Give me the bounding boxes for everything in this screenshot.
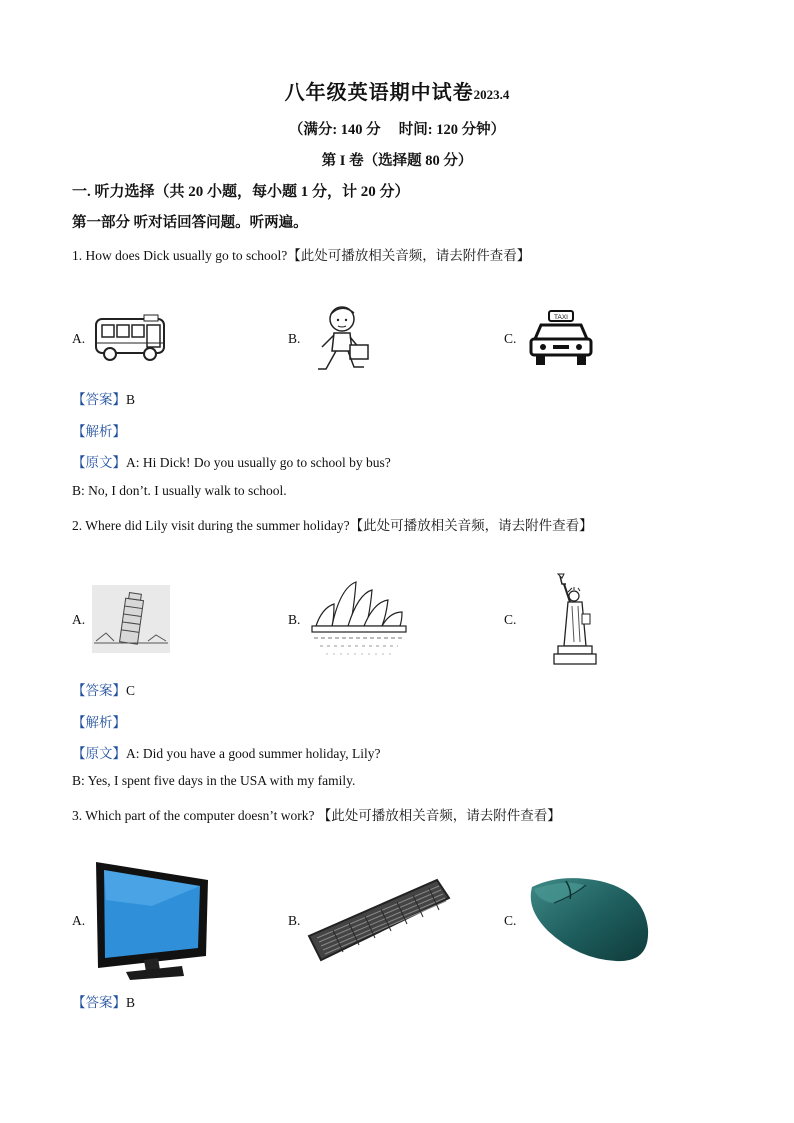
q3-option-c-label: C. (504, 913, 517, 928)
question-1-text: 1. How does Dick usually go to school?【此处可播放相关音频，请去附件查看】 (72, 248, 531, 263)
keyboard-icon (307, 878, 451, 966)
script-label: 【原文】 (72, 746, 126, 761)
section-subheading: 第一部分 听对话回答问题。听两遍。 (72, 215, 308, 231)
statue-of-liberty-icon (548, 572, 604, 668)
q2-answer (72, 679, 135, 699)
walking-boy-icon (314, 303, 376, 375)
q1-script-line-1 (72, 451, 391, 471)
taxi-sign: TAXI (554, 314, 568, 321)
exam-date: 2023.4 (473, 87, 510, 102)
taxi-icon (527, 309, 595, 369)
q1-option-c-label: C. (504, 331, 517, 346)
q2-script-line-2: B: Yes, I spent five days in the USA with my family. (72, 773, 356, 788)
answer-value: C (126, 683, 136, 698)
q1-answer (72, 388, 135, 408)
q2-script-line-1 (72, 742, 380, 762)
q1-option-b-label: B. (288, 331, 301, 346)
script-text: A: Did you have a good summer holiday, Lily? (126, 746, 381, 761)
part-title: 第 I 卷（选择题 80 分） (321, 153, 473, 169)
q1-option-a-label: A. (72, 331, 86, 346)
q3-option-a-label: A. (72, 913, 86, 928)
answer-label: 【答案】 (72, 683, 126, 698)
bus-icon (92, 313, 168, 365)
q2-option-b-label: B. (288, 612, 301, 627)
script-text: A: Hi Dick! Do you usually go to school by bus? (126, 455, 391, 470)
answer-value: B (126, 392, 136, 407)
answer-label: 【答案】 (72, 995, 126, 1010)
answer-value: B (126, 995, 136, 1010)
script-label: 【原文】 (72, 455, 126, 470)
answer-label: 【答案】 (72, 392, 126, 407)
q1-analysis-label: 【解析】 (72, 424, 126, 439)
question-3-text: 3. Which part of the computer doesn’t work? 【此处可播放相关音频，请去附件查看】 (72, 808, 561, 823)
page-title (0, 76, 794, 105)
monitor-icon (92, 860, 212, 982)
section-heading: 一. 听力选择（共 20 小题，每小题 1 分，计 20 分） (72, 184, 410, 200)
q3-option-b-label: B. (288, 913, 301, 928)
q2-option-a-label: A. (72, 612, 86, 627)
q1-script-line-2: B: No, I don’t. I usually walk to school. (72, 483, 287, 498)
exam-meta: （满分: 140 分 时间: 120 分钟） (288, 122, 506, 138)
sydney-opera-house-icon (310, 578, 408, 662)
exam-title: 八年级英语期中试卷 (284, 82, 474, 104)
q3-answer (72, 991, 135, 1011)
q2-option-c-label: C. (504, 612, 517, 627)
mouse-icon (524, 873, 652, 965)
leaning-tower-icon (92, 585, 170, 653)
q2-analysis-label: 【解析】 (72, 715, 126, 730)
question-2-text: 2. Where did Lily visit during the summer holiday?【此处可播放相关音频，请去附件查看】 (72, 518, 593, 533)
